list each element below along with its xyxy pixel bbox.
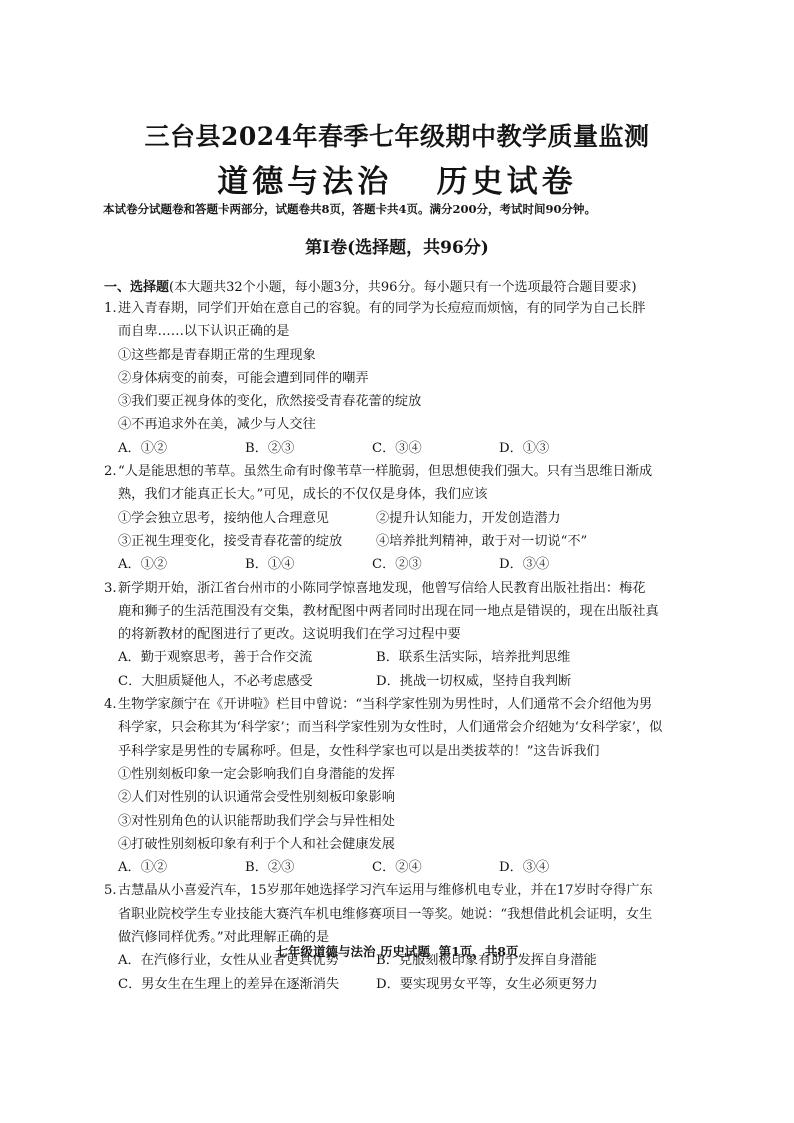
option-c: C．男女生在生理上的差异在逐渐消失 [118, 976, 340, 992]
statement: ③正视生理变化，接受青春花蕾的绽放 [118, 533, 343, 549]
question-list [104, 297, 694, 996]
statement: ④打破性别刻板印象有利于个人和社会健康发展 [118, 836, 395, 852]
statement-row [104, 507, 694, 530]
section-header [104, 276, 637, 295]
option-d: D．③④ [499, 860, 550, 876]
question-number: 5. [104, 883, 117, 899]
option-b: B．联系生活实际，培养批判思维 [376, 650, 571, 666]
option-d: D．③④ [499, 557, 550, 573]
question-stem-line: 5.古慧晶从小喜爱汽车，15岁那年她选择学习汽车运用与维修机电专业，并在17岁时夺得广东 [104, 879, 694, 902]
question-number: 2. [104, 464, 117, 480]
option-b: B．②③ [245, 860, 295, 876]
question [104, 297, 694, 460]
question-stem-line: 2.“人是能思想的苇草。虽然生命有时像苇草一样脆弱，但思想使我们强大。只有当思维日渐成 [104, 460, 694, 483]
question-number: 4. [104, 697, 117, 713]
statement: ④培养批判精神，敢于对一切说“不” [376, 533, 588, 549]
exam-title: 三台县2024年春季七年级期中教学质量监测 [144, 122, 650, 151]
question-stem-line: 熟，我们才能真正长大。”可见，成长的不仅仅是身体，我们应该 [118, 487, 488, 503]
option-a: A．①② [118, 557, 168, 573]
answer-options [104, 973, 694, 996]
exam-notice: 本试卷分试题卷和答题卡两部分，试题卷共8页，答题卡共4页。满分200分，考试时间90分钟。 [103, 202, 597, 216]
page-footer: 七年级道德与法治 历史试题 第1页，共8页 [275, 944, 519, 959]
question-stem-line: 做汽修同样优秀。”对此理解正确的是 [118, 930, 330, 946]
statement: ②人们对性别的认识通常会受性别刻板印象影响 [118, 790, 395, 806]
option-c: C．②③ [372, 557, 422, 573]
question-stem-line: 1.进入青春期，同学们开始在意自己的容貌。有的同学为长痘痘而烦恼，有的同学为自己长胖 [104, 297, 694, 320]
question-stem-line: 3.新学期开始，浙江省台州市的小陈同学惊喜地发现，他曾写信给人民教育出版社指出：梅花 [104, 577, 694, 600]
option-c: C．③④ [372, 440, 422, 456]
question [104, 460, 694, 576]
statement: ①这些都是青春期正常的生理现象 [118, 347, 316, 363]
option-d: D．挑战一切权威，坚持自我判断 [376, 673, 572, 689]
option-c: C．②④ [372, 860, 422, 876]
question-stem-line: 乎科学家是男性的专属称呼。但是，女性科学家也可以是出类拔萃的！”这告诉我们 [118, 743, 600, 759]
answer-options [104, 646, 694, 669]
question-number: 1. [104, 301, 117, 316]
answer-options [104, 670, 694, 693]
section-label: 一、选择题 [104, 280, 170, 295]
option-b: B．②③ [245, 440, 295, 456]
question-stem-line: 而自卑……以下认识正确的是 [118, 324, 290, 340]
answer-options [104, 437, 694, 460]
part-title: 第Ⅰ卷(选择题，共96分) [305, 238, 489, 258]
option-d: D．①③ [499, 440, 550, 456]
exam-subtitle: 道德与法治 历史试卷 [217, 164, 577, 200]
question-number: 3. [104, 580, 117, 596]
option-a: A．在汽修行业，女性从业者更具优势 [118, 953, 339, 969]
option-a: A．①② [118, 440, 168, 456]
statement: ①学会独立思考，接纳他人合理意见 [118, 510, 329, 526]
option-b: B．①④ [245, 557, 295, 573]
option-a: A．①② [118, 860, 168, 876]
answer-options [104, 553, 694, 576]
section-instructions: (本大题共32个小题，每小题3分，共96分。每小题只有一个选项最符合题目要求) [169, 280, 637, 295]
statement: ③我们要正视身体的变化，欣然接受青春花蕾的绽放 [118, 394, 422, 410]
option-a: A．勤于观察思考，善于合作交流 [118, 650, 313, 666]
question-stem-line: 鹿和狮子的生活范围没有交集，教材配图中两者同时出现在同一地点是错误的，现在出版社真 [118, 603, 659, 619]
question [104, 693, 694, 879]
question-stem-line: 科学家，只会称其为‘科学家’；而当科学家性别为女性时，人们通常会介绍她为‘女科学家’，似 [118, 720, 663, 736]
option-b: B．克服刻板印象有助于发挥自身潜能 [376, 953, 597, 969]
option-d: D．要实现男女平等，女生必须更努力 [376, 976, 598, 992]
statement: ②提升认知能力，开发创造潜力 [376, 510, 561, 526]
question-stem-line: 省职业院校学生专业技能大赛汽车机电维修赛项目一等奖。她说：“我想借此机会证明，女生 [118, 906, 653, 922]
question [104, 577, 694, 693]
option-c: C．大胆质疑他人，不必考虑感受 [118, 673, 313, 689]
statement: ④不再追求外在美，减少与人交往 [118, 417, 316, 433]
statement: ③对性别角色的认识能帮助我们学会与异性相处 [118, 813, 395, 829]
answer-options [104, 856, 694, 879]
statement-row [104, 530, 694, 553]
statement: ②身体病变的前奏，可能会遭到同伴的嘲弄 [118, 370, 369, 386]
statement: ①性别刻板印象一定会影响我们自身潜能的发挥 [118, 766, 395, 782]
question [104, 879, 694, 995]
question-stem-line: 的将新教材的配图进行了更改。这说明我们在学习过程中要 [118, 627, 461, 643]
question-stem-line: 4.生物学家颜宁在《开讲啦》栏目中曾说：“当科学家性别为男性时，人们通常不会介绍他为男 [104, 693, 694, 716]
